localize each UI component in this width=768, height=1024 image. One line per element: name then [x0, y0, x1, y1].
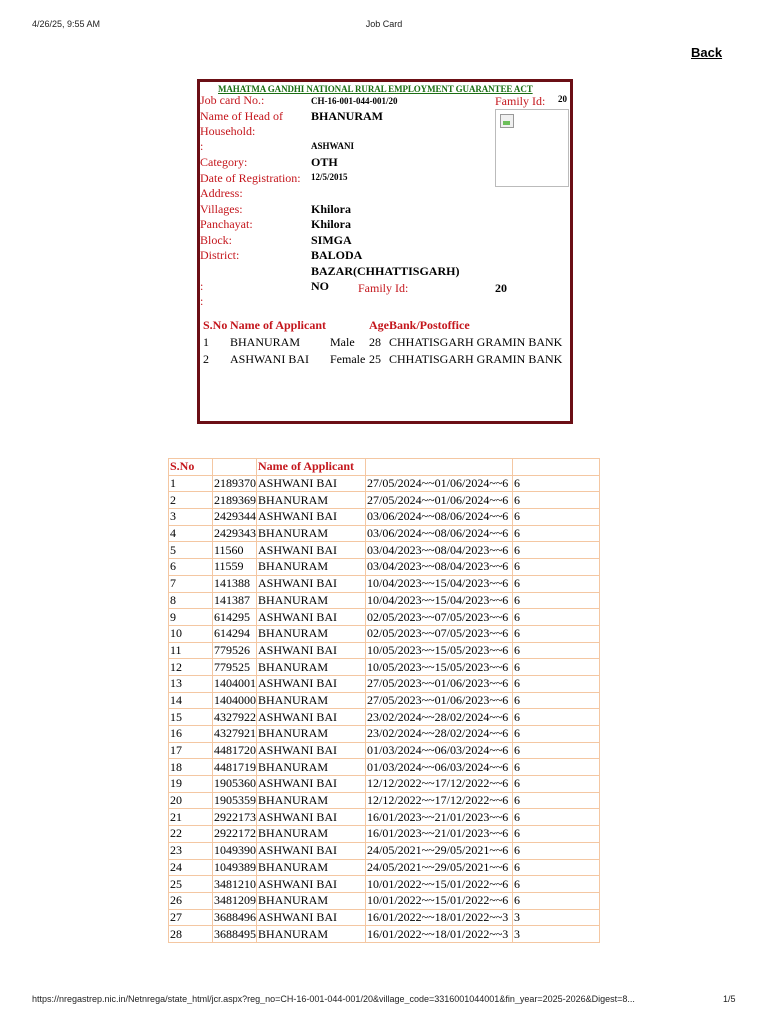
muster-cell-days: 6: [513, 475, 600, 492]
muster-cell-days: 6: [513, 575, 600, 592]
muster-table-header: [169, 459, 600, 476]
print-header: [0, 19, 768, 33]
registration-date-label: Date of Registration:: [200, 171, 301, 185]
table-row: [169, 726, 600, 743]
muster-cell-id: 779526: [213, 642, 257, 659]
applicant-sno: 2: [203, 352, 209, 366]
table-row: [169, 809, 600, 826]
muster-cell-sno: 2: [169, 492, 213, 509]
muster-cell-name: ASHWANI BAI: [257, 542, 366, 559]
table-row: [169, 909, 600, 926]
muster-cell-name: BHANURAM: [257, 926, 366, 943]
muster-cell-period: 10/05/2023~~15/05/2023~~6: [366, 659, 513, 676]
muster-cell-id: 2922172: [214, 826, 256, 841]
muster-cell-sno: 15: [169, 709, 213, 726]
muster-cell-name: BHANURAM: [257, 625, 366, 642]
muster-cell-days: 6: [513, 542, 600, 559]
muster-cell-name: ASHWANI BAI: [257, 876, 366, 893]
table-row: [169, 892, 600, 909]
table-row: [169, 475, 600, 492]
table-row: [169, 509, 600, 526]
table-row: [169, 675, 600, 692]
muster-cell-period: 27/05/2024~~01/06/2024~~6: [366, 492, 513, 509]
muster-cell-days: 6: [513, 492, 600, 509]
muster-cell-period: 10/04/2023~~15/04/2023~~6: [366, 575, 513, 592]
muster-cell-id: 1905359: [214, 793, 256, 808]
table-row: [169, 559, 600, 576]
muster-cell-days: 6: [513, 809, 600, 826]
muster-cell-days: 6: [513, 826, 600, 843]
muster-cell-sno: 28: [169, 926, 213, 943]
family-id-label: Family Id:: [358, 281, 409, 295]
table-row: [169, 759, 600, 776]
muster-cell-sno: 25: [169, 876, 213, 893]
muster-cell-id: 614294: [213, 625, 257, 642]
applicants-name-header: Name of Applicant: [230, 318, 326, 332]
applicants-bank-header: Bank/Postoffice: [389, 318, 470, 332]
page-url: https://nregastrep.nic.in/Netnrega/state_html/jcr.aspx?reg_no=CH-16-001-044-001/20&village_code=3316001044001&fin_year=2025-2026&Digest=8...: [32, 994, 635, 1004]
applicant-name: BHANURAM: [230, 335, 301, 349]
muster-cell-sno: 9: [169, 609, 213, 626]
table-row: [169, 926, 600, 943]
muster-cell-name: ASHWANI BAI: [257, 709, 366, 726]
muster-cell-name: ASHWANI BAI: [257, 909, 366, 926]
muster-cell-sno: 14: [169, 692, 213, 709]
muster-cell-id: 2429344: [214, 509, 256, 524]
job-card-no-label: Job card No.:: [200, 93, 265, 107]
muster-cell-days: 6: [513, 759, 600, 776]
muster-cell-id: 2189370: [214, 476, 256, 491]
muster-cell-days: 6: [513, 592, 600, 609]
muster-cell-id: 4327921: [214, 726, 256, 741]
muster-cell-sno: 27: [169, 909, 213, 926]
applicants-age-header: Age: [369, 318, 389, 332]
muster-cell-id: 2189369: [214, 492, 256, 507]
muster-cell-id: 3481209: [214, 893, 256, 908]
muster-cell-name: ASHWANI BAI: [257, 776, 366, 793]
category-label: Category:: [200, 155, 248, 169]
muster-cell-sno: 16: [169, 726, 213, 743]
muster-cell-name: BHANURAM: [257, 692, 366, 709]
muster-cell-period: 03/04/2023~~08/04/2023~~6: [366, 559, 513, 576]
muster-cell-id: 11560: [213, 542, 257, 559]
muster-cell-name: ASHWANI BAI: [257, 509, 366, 526]
muster-cell-sno: 26: [169, 892, 213, 909]
muster-cell-period: 27/05/2023~~01/06/2023~~6: [366, 675, 513, 692]
muster-cell-name: ASHWANI BAI: [257, 809, 366, 826]
table-row: [169, 575, 600, 592]
table-row: [169, 859, 600, 876]
muster-cell-period: 03/06/2024~~08/06/2024~~6: [366, 525, 513, 542]
colon-label-3: :: [200, 294, 204, 308]
muster-cell-days: 6: [513, 559, 600, 576]
muster-cell-sno: 21: [169, 809, 213, 826]
muster-cell-name: BHANURAM: [257, 726, 366, 743]
table-row: [169, 659, 600, 676]
muster-cell-sno: 11: [169, 642, 213, 659]
print-timestamp: 4/26/25, 9:55 AM: [32, 19, 101, 29]
muster-cell-id: 2922173: [214, 809, 256, 824]
job-card-panel: [197, 79, 573, 424]
muster-cell-name: BHANURAM: [257, 826, 366, 843]
muster-cell-id: 1905360: [214, 776, 256, 791]
applicant-age: 28: [369, 335, 381, 349]
muster-cell-id: 4481720: [214, 743, 256, 758]
district-value-line2: BAZAR(CHHATTISGARH): [311, 264, 460, 278]
panchayat-value: Khilora: [311, 217, 352, 231]
muster-cell-sno: 22: [169, 826, 213, 843]
muster-cell-id: 4481719: [214, 759, 256, 774]
muster-cell-days: 6: [513, 842, 600, 859]
muster-cell-name: BHANURAM: [257, 759, 366, 776]
district-label: District:: [200, 248, 240, 262]
muster-cell-period: 02/05/2023~~07/05/2023~~6: [366, 625, 513, 642]
muster-cell-name: ASHWANI BAI: [257, 575, 366, 592]
muster-cell-id: 779525: [213, 659, 257, 676]
applicant-gender: Female: [330, 352, 366, 366]
muster-header-id: [213, 459, 257, 476]
applicant-photo: [495, 109, 569, 187]
applicant-bank: CHHATISGARH GRAMIN BANK: [389, 335, 563, 349]
muster-cell-period: 03/04/2023~~08/04/2023~~6: [366, 542, 513, 559]
table-row: [169, 692, 600, 709]
applicants-sno-header: S.No: [203, 318, 228, 332]
muster-header-period: [366, 459, 513, 476]
muster-cell-period: 16/01/2023~~21/01/2023~~6: [366, 809, 513, 826]
colon-label-1: :: [200, 139, 204, 153]
muster-cell-period: 27/05/2023~~01/06/2023~~6: [366, 692, 513, 709]
muster-cell-days: 6: [513, 509, 600, 526]
muster-cell-sno: 10: [169, 625, 213, 642]
muster-cell-id: 141388: [213, 575, 257, 592]
muster-cell-id: 141387: [213, 592, 257, 609]
muster-cell-sno: 6: [169, 559, 213, 576]
print-footer: [0, 994, 768, 1008]
muster-cell-sno: 20: [169, 792, 213, 809]
category-value: OTH: [311, 155, 338, 169]
panchayat-label: Panchayat:: [200, 217, 253, 231]
muster-cell-id: 4327922: [214, 709, 256, 724]
muster-cell-name: BHANURAM: [257, 792, 366, 809]
muster-cell-period: 27/05/2024~~01/06/2024~~6: [366, 475, 513, 492]
table-row: [169, 776, 600, 793]
applicant-sno: 1: [203, 335, 209, 349]
muster-cell-days: 6: [513, 692, 600, 709]
muster-cell-period: 16/01/2022~~18/01/2022~~3: [366, 926, 513, 943]
muster-cell-id: 1404001: [214, 676, 256, 691]
muster-cell-name: ASHWANI BAI: [257, 475, 366, 492]
muster-cell-name: ASHWANI BAI: [257, 842, 366, 859]
muster-header-name: Name of Applicant: [257, 459, 366, 476]
applicant-name: ASHWANI BAI: [230, 352, 309, 366]
back-link[interactable]: Back: [691, 45, 723, 60]
broken-image-icon: [500, 114, 514, 128]
muster-cell-days: 6: [513, 709, 600, 726]
muster-cell-name: BHANURAM: [257, 525, 366, 542]
muster-cell-id: 2429343: [214, 526, 256, 541]
applicant-gender: Male: [330, 335, 355, 349]
muster-cell-days: 6: [513, 609, 600, 626]
muster-cell-sno: 19: [169, 776, 213, 793]
muster-cell-days: 6: [513, 642, 600, 659]
muster-cell-sno: 23: [169, 842, 213, 859]
muster-header-days: [513, 459, 600, 476]
muster-cell-period: 10/01/2022~~15/01/2022~~6: [366, 892, 513, 909]
table-row: [169, 492, 600, 509]
table-row: [169, 525, 600, 542]
table-row: [169, 542, 600, 559]
muster-cell-period: 24/05/2021~~29/05/2021~~6: [366, 842, 513, 859]
muster-cell-period: 01/03/2024~~06/03/2024~~6: [366, 759, 513, 776]
muster-cell-sno: 24: [169, 859, 213, 876]
muster-cell-period: 10/01/2022~~15/01/2022~~6: [366, 876, 513, 893]
muster-cell-days: 6: [513, 792, 600, 809]
muster-cell-name: BHANURAM: [257, 592, 366, 609]
table-row: [169, 642, 600, 659]
muster-cell-period: 12/12/2022~~17/12/2022~~6: [366, 792, 513, 809]
muster-cell-days: 6: [513, 625, 600, 642]
muster-cell-period: 24/05/2021~~29/05/2021~~6: [366, 859, 513, 876]
family-id-value: 20: [495, 281, 507, 295]
muster-cell-name: ASHWANI BAI: [257, 609, 366, 626]
muster-cell-days: 6: [513, 776, 600, 793]
muster-cell-sno: 1: [169, 475, 213, 492]
head-name-label: Name of Head of: [200, 109, 283, 123]
muster-cell-id: 3688496: [214, 909, 256, 924]
muster-cell-sno: 4: [169, 525, 213, 542]
muster-cell-id: 11559: [213, 559, 257, 576]
muster-cell-name: BHANURAM: [257, 559, 366, 576]
job-card-no-value: CH-16-001-044-001/20: [311, 96, 398, 106]
muster-cell-days: 3: [513, 926, 600, 943]
muster-cell-name: BHANURAM: [257, 892, 366, 909]
villages-label: Villages:: [200, 202, 243, 216]
household-label: Household:: [200, 124, 256, 138]
muster-cell-days: 6: [513, 525, 600, 542]
table-row: [169, 876, 600, 893]
muster-cell-days: 6: [513, 742, 600, 759]
table-row: [169, 742, 600, 759]
district-value-line1: BALODA: [311, 248, 363, 262]
muster-cell-period: 23/02/2024~~28/02/2024~~6: [366, 726, 513, 743]
muster-cell-days: 3: [513, 909, 600, 926]
muster-cell-period: 03/06/2024~~08/06/2024~~6: [366, 509, 513, 526]
muster-cell-sno: 3: [169, 509, 213, 526]
table-row: [169, 609, 600, 626]
muster-cell-period: 23/02/2024~~28/02/2024~~6: [366, 709, 513, 726]
applicant-bank: CHHATISGARH GRAMIN BANK: [389, 352, 563, 366]
muster-cell-name: BHANURAM: [257, 492, 366, 509]
muster-cell-sno: 13: [169, 675, 213, 692]
muster-cell-id: 1404000: [214, 692, 256, 707]
muster-cell-sno: 12: [169, 659, 213, 676]
muster-cell-sno: 18: [169, 759, 213, 776]
muster-cell-days: 6: [513, 859, 600, 876]
muster-cell-days: 6: [513, 876, 600, 893]
head-name-value: BHANURAM: [311, 109, 383, 123]
muster-cell-days: 6: [513, 892, 600, 909]
muster-cell-days: 6: [513, 675, 600, 692]
village-value: Khilora: [311, 202, 352, 216]
page-number: 1/5: [723, 994, 736, 1004]
muster-cell-period: 16/01/2023~~21/01/2023~~6: [366, 826, 513, 843]
muster-cell-sno: 7: [169, 575, 213, 592]
family-id-label-top: Family Id:: [495, 94, 546, 108]
muster-cell-period: 01/03/2024~~06/03/2024~~6: [366, 742, 513, 759]
bpl-value: NO: [311, 279, 329, 293]
print-title: Job Card: [365, 19, 403, 29]
muster-cell-days: 6: [513, 659, 600, 676]
muster-cell-sno: 8: [169, 592, 213, 609]
family-id-value-top: 20: [558, 94, 567, 104]
muster-cell-period: 16/01/2022~~18/01/2022~~3: [366, 909, 513, 926]
muster-cell-name: BHANURAM: [257, 859, 366, 876]
muster-cell-id: 1049390: [214, 843, 256, 858]
muster-cell-days: 6: [513, 726, 600, 743]
muster-header-sno: S.No: [169, 459, 213, 476]
table-row: [169, 625, 600, 642]
colon-label-2: :: [200, 279, 204, 293]
table-row: [169, 592, 600, 609]
block-value: SIMGA: [311, 233, 352, 247]
address-label: Address:: [200, 186, 243, 200]
registration-date-value: 12/5/2015: [311, 172, 348, 182]
table-row: [169, 842, 600, 859]
block-label: Block:: [200, 233, 232, 247]
muster-cell-id: 1049389: [214, 859, 256, 874]
muster-cell-id: 614295: [213, 609, 257, 626]
table-row: [169, 709, 600, 726]
muster-cell-period: 12/12/2022~~17/12/2022~~6: [366, 776, 513, 793]
muster-cell-name: BHANURAM: [257, 659, 366, 676]
muster-cell-id: 3688495: [214, 926, 256, 941]
muster-cell-period: 10/04/2023~~15/04/2023~~6: [366, 592, 513, 609]
table-row: [169, 826, 600, 843]
muster-cell-period: 02/05/2023~~07/05/2023~~6: [366, 609, 513, 626]
muster-cell-name: ASHWANI BAI: [257, 642, 366, 659]
act-title: MAHATMA GANDHI NATIONAL RURAL EMPLOYMENT GUARANTEE ACT: [218, 84, 533, 94]
father-husband-value: ASHWANI: [311, 141, 355, 151]
muster-cell-id: 3481210: [214, 876, 256, 891]
muster-cell-period: 10/05/2023~~15/05/2023~~6: [366, 642, 513, 659]
muster-cell-name: ASHWANI BAI: [257, 742, 366, 759]
applicant-age: 25: [369, 352, 381, 366]
muster-roll-table: [168, 458, 600, 943]
muster-cell-sno: 17: [169, 742, 213, 759]
muster-cell-sno: 5: [169, 542, 213, 559]
table-row: [169, 792, 600, 809]
muster-cell-name: ASHWANI BAI: [257, 675, 366, 692]
